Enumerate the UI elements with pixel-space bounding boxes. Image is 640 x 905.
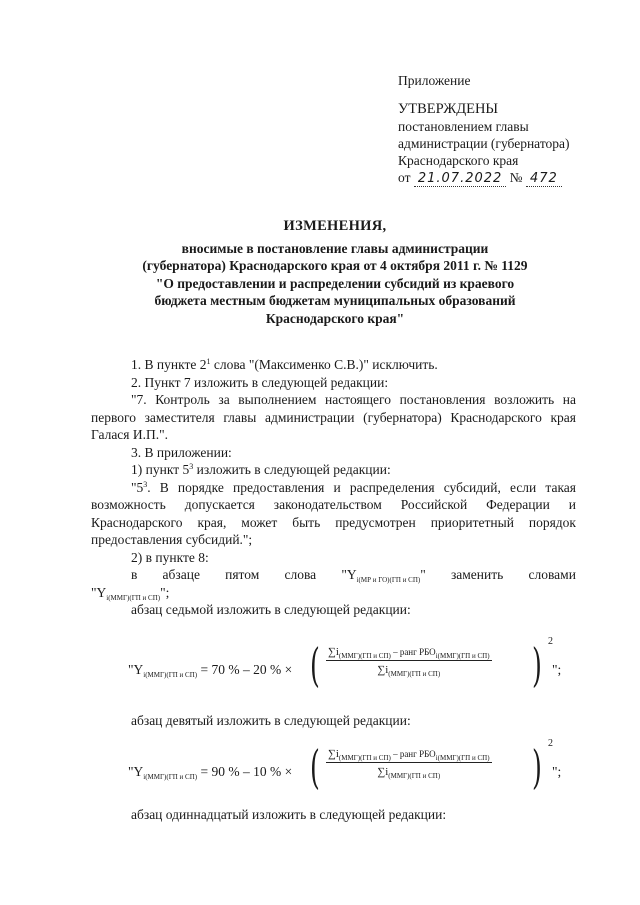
paragraph-3: "7. Контроль за выполнением настоящего постановления возложить на первого заместителя главы администрации (губернатора) Краснодарского края Галася И.П.". [91,392,576,442]
paragraph-8-line-1: в абзаце пятом слова "$Y_{i(МР и ГО)(ГП и СП)}$" заменить словами [131,567,576,584]
left-paren: ( [310,638,320,692]
document-body-2 [91,712,576,730]
document-title [100,218,570,327]
title-line-4: бюджета местным бюджетам муниципальных образований [154,293,516,308]
exponent: 2 [548,738,553,749]
approval-line-3: Краснодарского края [398,153,519,168]
formula-1: "$Y_{i(ММГ)(ГП и СП)} = 70$ % – 20 % × ( $\sum i_{(ММГ)(ГП и СП)}$ – ранг $РБО_{i(ММГ)(ГП и СП)}$ $\sum i_{(ММГ)(ГП и СП)}$ ) 2 "; [128,636,562,692]
paragraph-9: абзац седьмой изложить в следующей редакции: [131,602,411,617]
title-line-1: вносимые в постановление главы администрации [181,240,489,256]
right-paren: ) [532,638,542,692]
paragraph-11: абзац одиннадцатый изложить в следующей редакции: [131,807,447,822]
right-paren: ) [532,740,542,794]
paragraph-10: абзац девятый изложить в следующей редакции: [131,713,411,728]
fraction: $\sum i_{(ММГ)(ГП и СП)}$ – ранг $РБО_{i(ММГ)(ГП и СП)}$ $\sum i_{(ММГ)(ГП и СП)}$ [328,748,490,780]
approval-date-line [398,169,618,187]
title-heading: ИЗМЕНЕНИЯ, [283,218,387,234]
approval-line-1: постановлением главы [398,119,529,134]
paragraph-4: 3. В приложении: [131,444,232,460]
title-line-5: Краснодарского края" [265,310,405,326]
approved-heading: УТВЕРЖДЕНЫ [398,101,499,117]
left-paren: ( [310,740,320,794]
document-body [91,356,576,619]
title-line-3: "О предоставлении и распределении субсидий из краевого [155,275,515,291]
paragraph-5: 1) пункт $5^3$ изложить в следующей редакции: [131,462,391,477]
exponent: 2 [548,636,553,647]
document-body-3 [91,806,576,824]
fraction: $\sum i_{(ММГ)(ГП и СП)}$ – ранг $РБО_{i(ММГ)(ГП и СП)}$ $\sum i_{(ММГ)(ГП и СП)}$ [328,646,490,678]
from-label: от [398,170,411,185]
formula-2: "$Y_{i(ММГ)(ГП и СП)} = 90$ % – 10 % × ( $\sum i_{(ММГ)(ГП и СП)}$ – ранг $РБО_{i(ММГ)(ГП и СП)}$ $\sum i_{(ММГ)(ГП и СП)}$ ) 2 "; [128,738,562,794]
paragraph-8-line-2: "$Y_{i(ММГ)(ГП и СП)}$"; [91,584,170,602]
appendix-label: Приложение [398,73,471,88]
paragraph-7: 2) в пункте 8: [131,549,209,565]
paragraph-1: 1. В пункте $2^1$ слова "(Максименко С.В.)" исключить. [131,357,438,372]
paragraph-2: 2. Пункт 7 изложить в следующей редакции: [131,374,389,390]
approval-number: 472 [526,172,562,187]
paragraph-6: "$5^3$. В порядке предоставления и распределения субсидий, если такая возможность допускается законодательством Российской Федерации и Краснодарского края, может быть предусмотрен приоритетный порядок предоставления субсидий."; [91,479,576,547]
number-label: № [509,170,523,185]
approval-block [398,72,618,187]
approval-line-2: администрации (губернатора) [398,136,570,151]
title-line-2: (губернатора) Краснодарского края от 4 октября 2011 г. № 1129 [142,258,528,273]
approval-date: 21.07.2022 [414,172,506,187]
